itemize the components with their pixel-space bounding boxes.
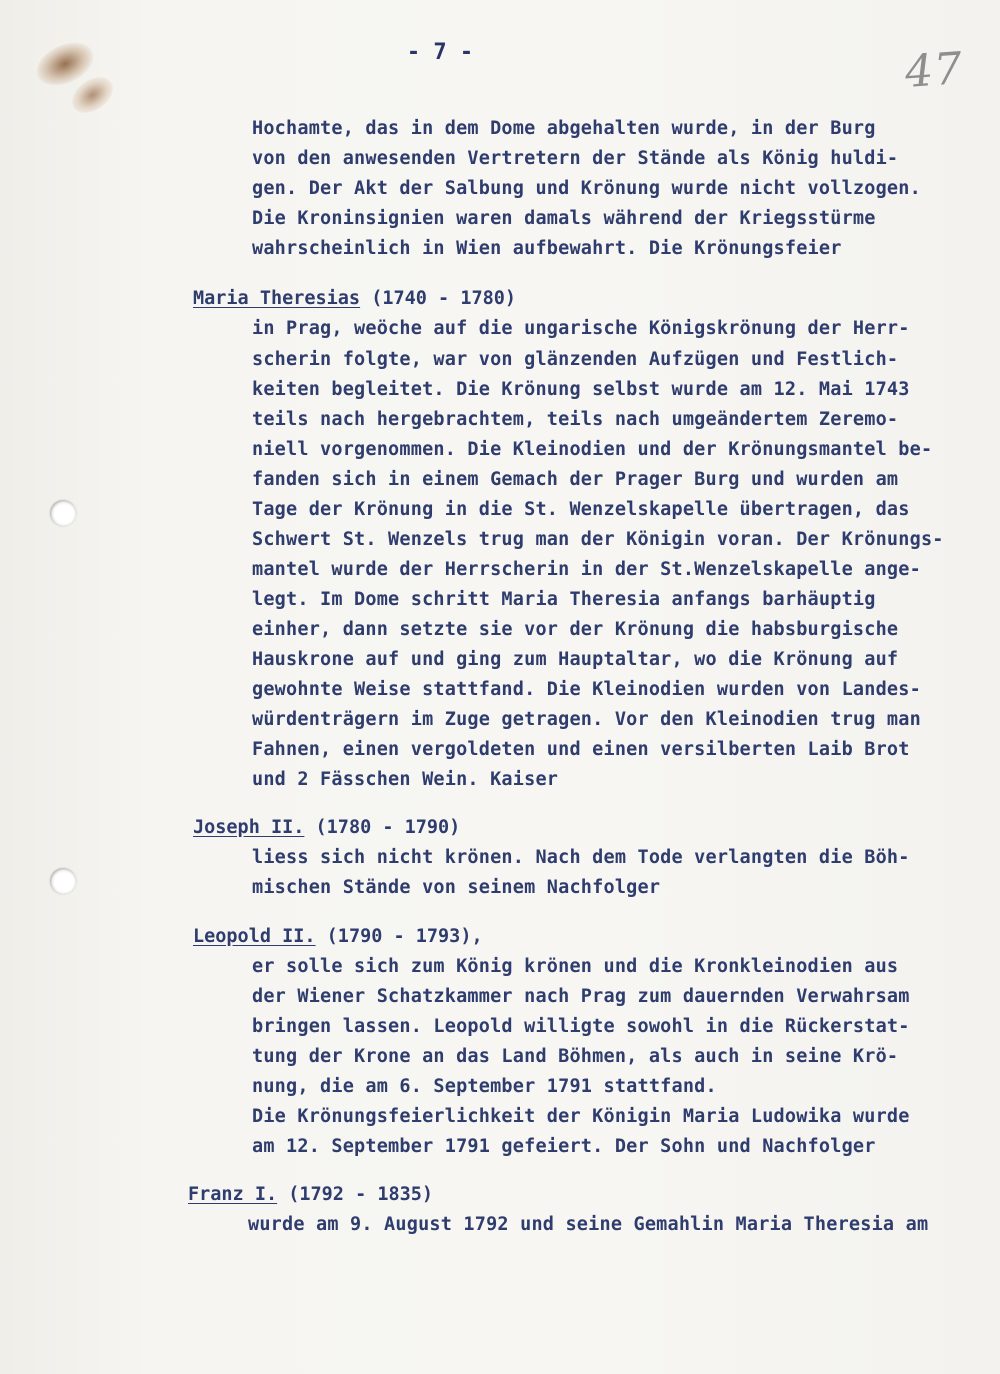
heading-name: Franz I. (188, 1184, 278, 1205)
text-line: teils nach hergebrachtem, teils nach umgeändertem Zeremo- (252, 409, 899, 430)
text-line: von den anwesenden Vertretern der Stände als König huldi- (252, 148, 899, 169)
heading-dates: (1792 - 1835) (277, 1184, 434, 1205)
text-line: keiten begleitet. Die Krönung selbst wurde am 12. Mai 1743 (252, 379, 910, 400)
text-line: Die Krönungsfeierlichkeit der Königin Maria Ludowika wurde (252, 1106, 910, 1127)
text-line: liess sich nicht krönen. Nach dem Tode verlangten die Böh- (252, 847, 910, 868)
text-line: nung, die am 6. September 1791 stattfand. (252, 1076, 717, 1097)
text-line: wurde am 9. August 1792 und seine Gemahlin Maria Theresia am (248, 1214, 929, 1235)
section-heading (193, 288, 516, 309)
text-line: legt. Im Dome schritt Maria Theresia anfangs barhäuptig (252, 589, 876, 610)
section-heading (193, 926, 483, 947)
text-line: niell vorgenommen. Die Kleinodien und der Krönungsmantel be- (252, 439, 933, 460)
text-line: würdenträgern im Zuge getragen. Vor den Kleinodien trug man (252, 709, 921, 730)
text-line: der Wiener Schatzkammer nach Prag zum dauernden Verwahrsam (252, 986, 910, 1007)
text-line: tung der Krone an das Land Böhmen, als auch in seine Krö- (252, 1046, 899, 1067)
text-line: einher, dann setzte sie vor der Krönung die habsburgische (252, 619, 899, 640)
heading-dates: (1780 - 1790) (304, 817, 461, 838)
text-line: und 2 Fässchen Wein. Kaiser (252, 769, 559, 790)
heading-dates: (1790 - 1793), (315, 926, 483, 947)
page-number: - 7 - (406, 40, 474, 65)
heading-name: Maria Theresias (193, 288, 361, 309)
archive-mark: 47 (903, 43, 965, 98)
heading-dates: (1740 - 1780) (360, 288, 517, 309)
text-line: in Prag, weöche auf die ungarische Königskrönung der Herr- (252, 318, 910, 339)
text-line: Fahnen, einen vergoldeten und einen versilberten Laib Brot (252, 739, 910, 760)
text-line: Tage der Krönung in die St. Wenzelskapelle übertragen, das (252, 499, 910, 520)
text-line: er solle sich zum König krönen und die Kronkleinodien aus (252, 956, 899, 977)
text-line: gen. Der Akt der Salbung und Krönung wurde nicht vollzogen. (252, 178, 921, 199)
text-line: gewohnte Weise stattfand. Die Kleinodien wurden von Landes- (252, 679, 921, 700)
text-line: Hauskrone auf und ging zum Hauptaltar, wo die Krönung auf (252, 649, 899, 670)
text-line: Hochamte, das in dem Dome abgehalten wurde, in der Burg (252, 118, 876, 139)
section-heading (188, 1184, 433, 1205)
text-line: fanden sich in einem Gemach der Prager Burg und wurden am (252, 469, 899, 490)
text-line: scherin folgte, war von glänzenden Aufzügen und Festlich- (252, 349, 899, 370)
text-line: Die Kroninsignien waren damals während der Kriegsstürme (252, 208, 876, 229)
text-line: bringen lassen. Leopold willigte sowohl in die Rückerstat- (252, 1016, 910, 1037)
heading-name: Joseph II. (193, 817, 305, 838)
text-line: Schwert St. Wenzels trug man der Königin voran. Der Krönungs- (252, 529, 944, 550)
heading-name: Leopold II. (193, 926, 316, 947)
text-line: wahrscheinlich in Wien aufbewahrt. Die Krönungsfeier (252, 238, 842, 259)
section-heading (193, 817, 460, 838)
text-line: mantel wurde der Herrscherin in der St.Wenzelskapelle ange- (252, 559, 921, 580)
text-line: am 12. September 1791 gefeiert. Der Sohn und Nachfolger (252, 1136, 876, 1157)
text-line: mischen Stände von seinem Nachfolger (252, 877, 661, 898)
